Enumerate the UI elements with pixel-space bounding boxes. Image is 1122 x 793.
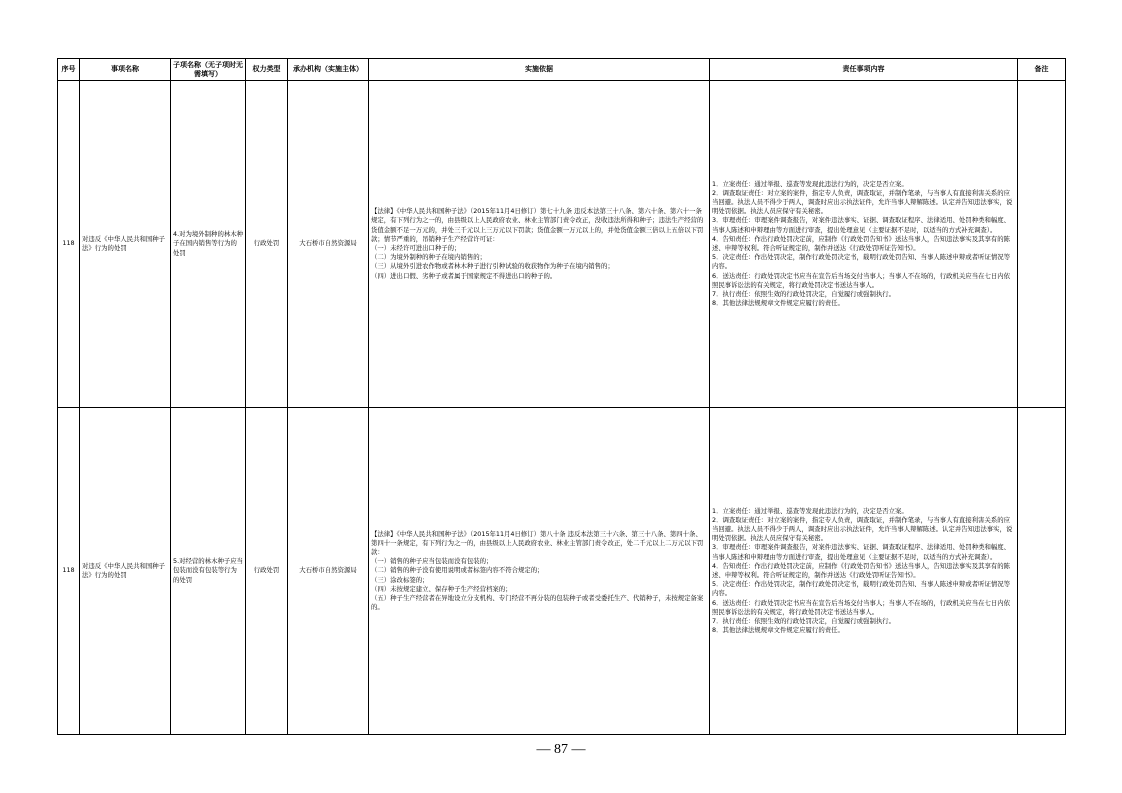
cell-remarks — [1018, 408, 1066, 735]
cell-duty-content: 1．立案责任：通过举报、巡查等发现此违法行为的，决定是否立案。 2．调查取证责任：对立案的案件，指定专人负责，调查取证，并制作笔录，与当事人有直接利害关系的应当回避。执法人员不得少于两人，调查时应出示执法证件，允许当事人辩解陈述。认定并告知违法事实，说明处罚依据。执法人员应保守有关秘密。 3．审理责任：审理案件调查报告，对案件违法事实、证据、调查取证程序、法律适用、处罚种类和幅度、当事人陈述和申辩理由等方面进行审查，提出处理意见（主要证据不足时，以适当的方式补充调查）。 4．告知责任：作出行政处罚决定前，应制作《行政处罚告知书》送达当事人，告知违法事实及其享有的陈述、申辩等权利。符合听证规定的，制作并送达《行政处罚听证告知书》。 5．决定责任：作出处罚决定，制作行政处罚决定书，载明行政处罚告知、当事人陈述申辩或者听证情况等内容。 6．送达责任：行政处罚决定书应当在宣告后当场交付当事人；当事人不在场的，行政机关应当在七日内依照民事诉讼法的有关规定，将行政处罚决定书送达当事人。 7．执行责任：依照生效的行政处罚决定，自觉履行或强制执行。 8．其他法律法规规章文件规定应履行的责任。 — [710, 81, 1018, 408]
table-header-row — [58, 59, 1066, 81]
cell-handling-org: 大石桥市自然资源局 — [288, 81, 369, 408]
cell-duty-content: 1．立案责任：通过举报、巡查等发现此违法行为的，决定是否立案。 2．调查取证责任：对立案的案件，指定专人负责，调查取证，并制作笔录，与当事人有直接利害关系的应当回避。执法人员不得少于两人，调查时应出示执法证件，允许当事人辩解陈述。认定并告知违法事实，说明处罚依据。执法人员应保守有关秘密。 3．审理责任：审理案件调查报告，对案件违法事实、证据、调查取证程序、法律适用、处罚种类和幅度、当事人陈述和申辩理由等方面进行审查，提出处理意见（主要证据不足时，以适当的方式补充调查）。 4．告知责任：作出行政处罚决定前，应制作《行政处罚告知书》送达当事人，告知违法事实及其享有的陈述、申辩等权利。符合听证规定的，制作并送达《行政处罚听证告知书》。 5．决定责任：作出处罚决定，制作行政处罚决定书，载明行政处罚告知、当事人陈述申辩或者听证情况等内容。 6．送达责任：行政处罚决定书应当在宣告后当场交付当事人；当事人不在场的，行政机关应当在七日内依照民事诉讼法的有关规定，将行政处罚决定书送达当事人。 7．执行责任：依照生效的行政处罚决定，自觉履行或强制执行。 8．其他法律法规规章文件规定应履行的责任。 — [710, 408, 1018, 735]
header-power-type: 权力类型 — [246, 59, 288, 81]
cell-power-type: 行政处罚 — [246, 408, 288, 735]
cell-remarks — [1018, 81, 1066, 408]
cell-seq: 118 — [58, 408, 80, 735]
power-list-table — [57, 58, 1066, 735]
header-legal-basis: 实施依据 — [369, 59, 710, 81]
table-row — [58, 408, 1066, 735]
table-row — [58, 81, 1066, 408]
header-item-name: 事项名称 — [80, 59, 171, 81]
header-subitem-name: 子项名称（无子项时无需填写） — [171, 59, 246, 81]
cell-seq: 118 — [58, 81, 80, 408]
cell-item-name: 对违反《中华人民共和国种子法》行为的处罚 — [80, 408, 171, 735]
cell-subitem-name: 4.对为境外制种的林木种子在国内销售等行为的处罚 — [171, 81, 246, 408]
cell-power-type: 行政处罚 — [246, 81, 288, 408]
cell-subitem-name: 5.对经营的林木种子应当包装而没有包装等行为的处罚 — [171, 408, 246, 735]
header-duty-content: 责任事项内容 — [710, 59, 1018, 81]
header-handling-org: 承办机构（实施主体） — [288, 59, 369, 81]
header-remarks: 备注 — [1018, 59, 1066, 81]
page-number: — 87 — — [536, 742, 586, 757]
cell-legal-basis: 【法律】《中华人民共和国种子法》（2015年11月4日修订）第七十九条 违反本法第三十八条、第六十条、第六十一条规定，有下列行为之一的，由县级以上人民政府农业、林业主管部门责令改正，没收违法所得和种子；违法生产经营的货值金额不足一万元的，并处三千元以上三万元以下罚款；货值金额一万元以上的，并处货值金额三倍以上五倍以下罚款；情节严重的，吊销种子生产经营许可证： （一）未经许可进出口种子的； （二）为境外制种的种子在境内销售的； （三）从境外引进农作物或者林木种子进行引种试验的收获物作为种子在境内销售的； （四）进出口假、劣种子或者属于国家规定不得进出口的种子的。 — [369, 81, 710, 408]
cell-item-name: 对违反《中华人民共和国种子法》行为的处罚 — [80, 81, 171, 408]
cell-legal-basis: 【法律】《中华人民共和国种子法》（2015年11月4日修订）第八十条 违反本法第三十六条、第三十八条、第四十条、第四十一条规定，有下列行为之一的，由县级以上人民政府农业、林业主管部门责令改正，处二千元以上二万元以下罚款： （一）销售的种子应当包装而没有包装的； （二）销售的种子没有使用说明或者标签内容不符合规定的； （三）涂改标签的； （四）未按规定建立、保存种子生产经营档案的； （五）种子生产经营者在异地设立分支机构、专门经营不再分装的包装种子或者受委托生产、代销种子，未按规定备案的。 — [369, 408, 710, 735]
header-seq: 序号 — [58, 59, 80, 81]
cell-handling-org: 大石桥市自然资源局 — [288, 408, 369, 735]
